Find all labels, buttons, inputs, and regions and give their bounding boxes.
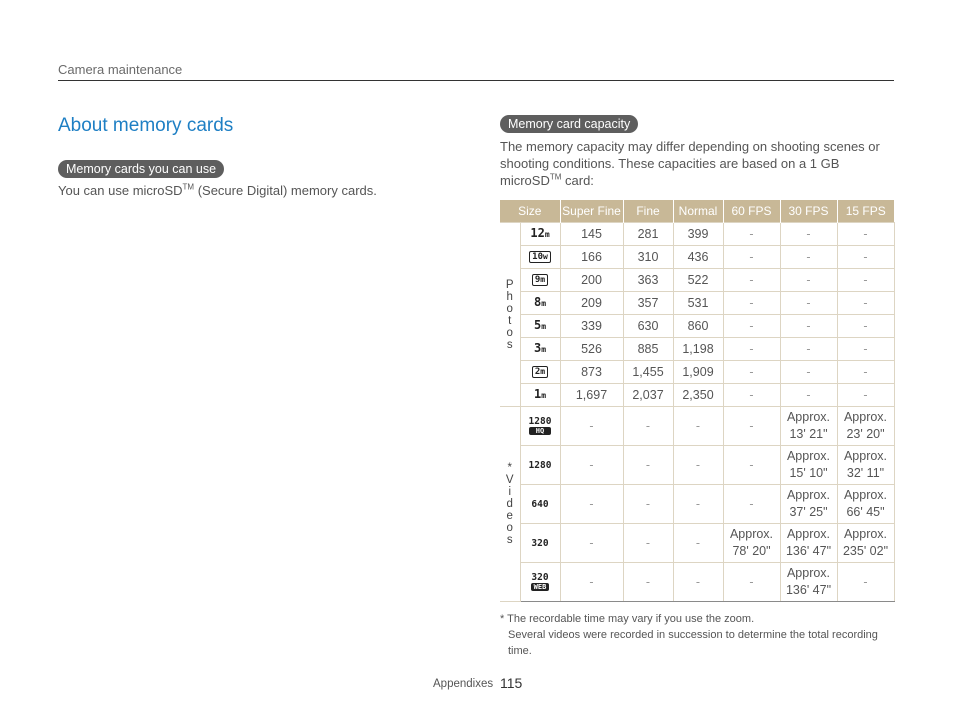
- 3m-size-icon: 3m: [533, 341, 547, 356]
- table-cell: -: [560, 563, 623, 602]
- table-cell: -: [560, 524, 623, 563]
- table-row: [500, 485, 894, 524]
- header-15fps: 15 FPS: [837, 200, 894, 223]
- table-cell: 145: [560, 223, 623, 246]
- table-cell: -: [623, 407, 673, 446]
- 320-web-size-icon: 320 WEB: [531, 572, 549, 591]
- footnote-line-1: * The recordable time may vary if you use the zoom.: [500, 613, 755, 625]
- header-normal: Normal: [673, 200, 723, 223]
- table-cell: 2,037: [623, 384, 673, 407]
- table-row: [500, 269, 894, 292]
- table-row: [500, 407, 894, 446]
- size-icon-cell: [520, 446, 560, 485]
- table-cell: -: [780, 384, 837, 407]
- capacity-table: [500, 200, 895, 602]
- table-cell: 630: [623, 315, 673, 338]
- table-cell: 1,198: [673, 338, 723, 361]
- table-row: [500, 338, 894, 361]
- subsection-label-cards: Memory cards you can use: [58, 160, 224, 178]
- size-icon-cell: [520, 315, 560, 338]
- size-icon-cell: [520, 485, 560, 524]
- table-cell: -: [837, 292, 894, 315]
- subsection-label-capacity: Memory card capacity: [500, 115, 638, 133]
- table-cell: 357: [623, 292, 673, 315]
- table-cell: 1,909: [673, 361, 723, 384]
- table-row: [500, 524, 894, 563]
- size-icon-cell: [520, 292, 560, 315]
- footnote-line-2: Several videos were recorded in succession to determine the total recording time.: [508, 629, 878, 657]
- table-cell: 1,455: [623, 361, 673, 384]
- table-cell: Approx. 32' 11": [837, 446, 894, 485]
- table-cell: 531: [673, 292, 723, 315]
- table-cell: -: [673, 407, 723, 446]
- table-cell: 166: [560, 246, 623, 269]
- table-cell: -: [560, 485, 623, 524]
- table-cell: -: [673, 485, 723, 524]
- table-row: [500, 446, 894, 485]
- header-size: Size: [500, 200, 560, 223]
- 5m-size-icon: 5m: [533, 318, 547, 333]
- table-cell: -: [723, 485, 780, 524]
- table-cell: -: [780, 223, 837, 246]
- table-cell: -: [623, 524, 673, 563]
- table-cell: -: [780, 315, 837, 338]
- table-cell: -: [723, 407, 780, 446]
- table-row: [500, 384, 894, 407]
- table-row: [500, 223, 894, 246]
- table-cell: 526: [560, 338, 623, 361]
- table-cell: -: [837, 223, 894, 246]
- table-cell: 200: [560, 269, 623, 292]
- 1m-size-icon: 1m: [533, 387, 547, 402]
- size-icon-cell: [520, 269, 560, 292]
- footer-section-label: Appendixes: [433, 678, 494, 690]
- table-row: [500, 246, 894, 269]
- table-cell: -: [723, 246, 780, 269]
- size-icon-cell: [520, 223, 560, 246]
- table-cell: -: [673, 446, 723, 485]
- size-icon-cell: [520, 524, 560, 563]
- table-cell: Approx. 78' 20": [723, 524, 780, 563]
- header-super-fine: Super Fine: [560, 200, 623, 223]
- size-icon-cell: [520, 384, 560, 407]
- table-cell: 436: [673, 246, 723, 269]
- table-cell: -: [673, 563, 723, 602]
- table-cell: 2,350: [673, 384, 723, 407]
- size-icon-cell: [520, 407, 560, 446]
- table-cell: 281: [623, 223, 673, 246]
- table-cell: Approx. 235' 02": [837, 524, 894, 563]
- table-cell: -: [780, 361, 837, 384]
- header-60fps: 60 FPS: [723, 200, 780, 223]
- size-icon-cell: [520, 246, 560, 269]
- table-cell: -: [560, 446, 623, 485]
- table-cell: 885: [623, 338, 673, 361]
- table-cell: 209: [560, 292, 623, 315]
- table-cell: -: [723, 446, 780, 485]
- size-icon-cell: [520, 563, 560, 602]
- table-cell: Approx. 136' 47": [780, 563, 837, 602]
- table-cell: -: [723, 563, 780, 602]
- 320-size-icon: 320: [531, 537, 549, 549]
- table-cell: Approx. 15' 10": [780, 446, 837, 485]
- videos-group-label: * V i d e o s: [500, 407, 520, 602]
- capacity-description: The memory capacity may differ depending on shooting scenes or shooting conditions. These capacities are based on a 1 GB microSD™ card:: [500, 139, 880, 188]
- 12m-size-icon: 12m: [530, 226, 550, 241]
- size-icon-cell: [520, 361, 560, 384]
- table-cell: -: [723, 338, 780, 361]
- table-cell: -: [623, 485, 673, 524]
- 1280-size-icon: 1280: [528, 459, 552, 471]
- table-cell: Approx. 13' 21": [780, 407, 837, 446]
- table-cell: -: [723, 361, 780, 384]
- table-cell: -: [723, 223, 780, 246]
- table-cell: -: [623, 446, 673, 485]
- table-cell: 522: [673, 269, 723, 292]
- header-divider: [58, 80, 894, 81]
- table-cell: -: [837, 384, 894, 407]
- table-row: [500, 563, 894, 602]
- page-number: 115: [500, 675, 523, 691]
- table-header-row: [500, 200, 894, 223]
- table-cell: Approx. 37' 25": [780, 485, 837, 524]
- table-cell: -: [837, 563, 894, 602]
- header-fine: Fine: [623, 200, 673, 223]
- table-cell: 399: [673, 223, 723, 246]
- page-title: About memory cards: [58, 115, 234, 136]
- footnote: [500, 611, 894, 659]
- table-cell: Approx. 136' 47": [780, 524, 837, 563]
- table-cell: 873: [560, 361, 623, 384]
- 640-size-icon: 640: [531, 498, 549, 510]
- table-cell: -: [837, 361, 894, 384]
- 9m-wide-size-icon: 9m: [532, 274, 548, 286]
- size-icon-cell: [520, 338, 560, 361]
- table-cell: -: [780, 292, 837, 315]
- running-header: Camera maintenance: [58, 62, 183, 77]
- 1280-hq-size-icon: 1280 HQ: [528, 416, 552, 435]
- table-row: [500, 315, 894, 338]
- table-cell: -: [837, 338, 894, 361]
- table-cell: 860: [673, 315, 723, 338]
- cards-description: You can use microSD™ (Secure Digital) memory cards.: [58, 182, 377, 198]
- table-row: [500, 292, 894, 315]
- table-cell: Approx. 66' 45": [837, 485, 894, 524]
- photos-group-label: P h o t o s: [500, 223, 520, 407]
- table-cell: 310: [623, 246, 673, 269]
- table-cell: Approx. 23' 20": [837, 407, 894, 446]
- table-cell: -: [673, 524, 723, 563]
- table-cell: -: [837, 269, 894, 292]
- table-cell: -: [723, 269, 780, 292]
- table-cell: -: [723, 315, 780, 338]
- table-cell: 1,697: [560, 384, 623, 407]
- 2m-wide-size-icon: 2m: [532, 366, 548, 378]
- table-cell: 363: [623, 269, 673, 292]
- table-cell: -: [780, 338, 837, 361]
- table-row: [500, 361, 894, 384]
- 8m-size-icon: 8m: [533, 295, 547, 310]
- table-cell: -: [837, 246, 894, 269]
- table-cell: -: [623, 563, 673, 602]
- table-cell: 339: [560, 315, 623, 338]
- table-cell: -: [723, 384, 780, 407]
- table-cell: -: [780, 269, 837, 292]
- table-cell: -: [780, 246, 837, 269]
- header-30fps: 30 FPS: [780, 200, 837, 223]
- table-cell: -: [723, 292, 780, 315]
- table-cell: -: [837, 315, 894, 338]
- 10m-wide-size-icon: 10w: [529, 251, 551, 263]
- table-cell: -: [560, 407, 623, 446]
